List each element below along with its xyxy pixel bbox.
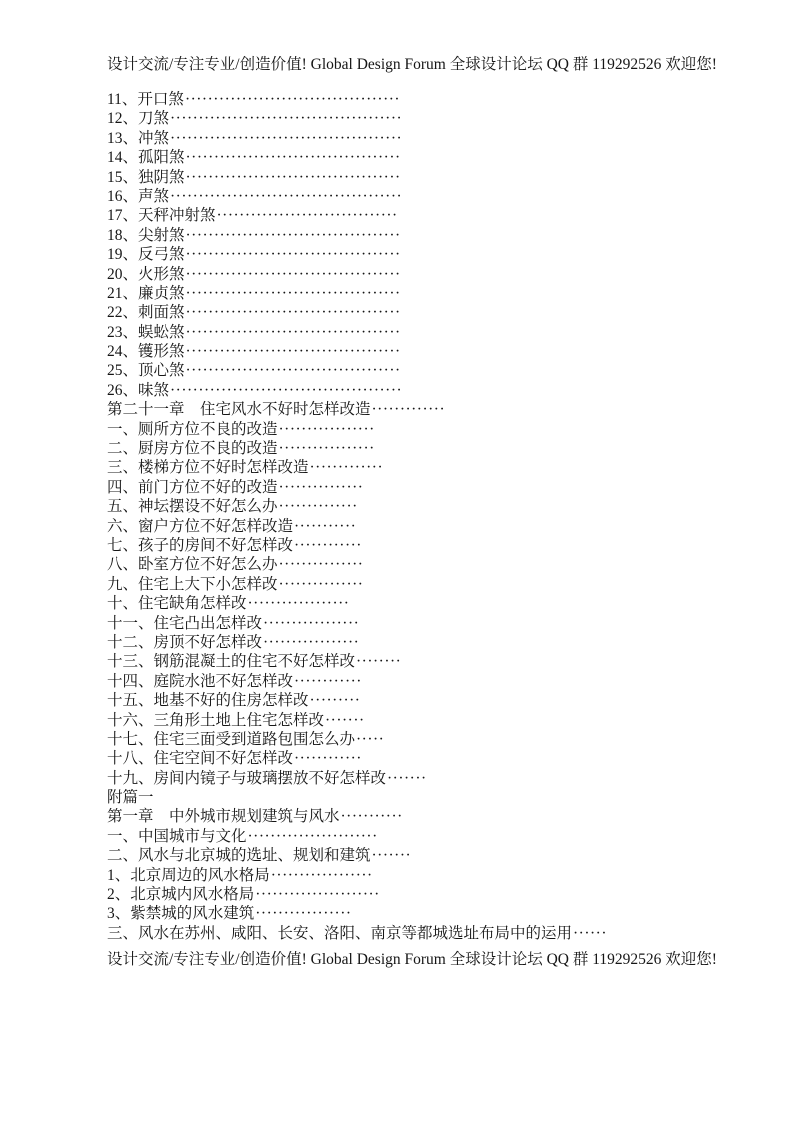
toc-line-label: 七、孩子的房间不好怎样改 <box>107 536 294 554</box>
toc-line <box>107 749 747 768</box>
toc-line <box>107 323 747 342</box>
toc-line-dots: ········································· <box>170 381 403 399</box>
toc-line-label: 26、味煞 <box>107 381 170 399</box>
toc-line <box>107 265 747 284</box>
toc-line-dots: ········· <box>309 692 361 710</box>
toc-line <box>107 807 747 826</box>
toc-line-label: 16、声煞 <box>107 187 170 205</box>
toc-line <box>107 303 747 322</box>
toc-line-dots: ········································· <box>170 110 403 128</box>
toc-line-dots: ················· <box>278 440 375 458</box>
toc-line-label: 二、厨房方位不良的改造 <box>107 440 278 458</box>
toc-line-label: 五、神坛摆设不好怎么办 <box>107 498 278 516</box>
toc-line-dots: ······································ <box>185 149 401 167</box>
toc-line-dots: ······································ <box>185 323 401 341</box>
toc-line-dots: ······································ <box>185 304 401 322</box>
toc-line <box>107 361 747 380</box>
toc-line-dots: ·················· <box>270 866 373 884</box>
toc-line-dots: ······· <box>387 769 427 787</box>
toc-line-label: 第二十一章 住宅风水不好时怎样改造 <box>107 401 371 419</box>
toc-line <box>107 245 747 264</box>
toc-line-dots: ······· <box>325 711 365 729</box>
toc-line-label: 九、住宅上大下小怎样改 <box>107 575 278 593</box>
toc-line <box>107 206 747 225</box>
toc-line <box>107 129 747 148</box>
toc-line-label: 19、反弓煞 <box>107 246 185 264</box>
toc-line-label: 24、镬形煞 <box>107 343 185 361</box>
toc-line-label: 十六、三角形土地上住宅怎样改 <box>107 711 325 729</box>
page-header: 设计交流/专注专业/创造价值! Global Design Forum 全球设计论坛 QQ 群 119292526 欢迎您! <box>107 56 717 73</box>
toc-line <box>107 400 747 419</box>
toc-line <box>107 458 747 477</box>
toc-line-label: 22、刺面煞 <box>107 304 185 322</box>
toc-line <box>107 575 747 594</box>
toc-line-dots: ······································ <box>185 284 401 302</box>
toc-line-label: 十三、钢筋混凝土的住宅不好怎样改 <box>107 653 356 671</box>
toc-line-label: 20、火形煞 <box>107 265 185 283</box>
toc-line-dots: ········································· <box>170 187 403 205</box>
toc-line-dots: ······ <box>573 924 607 942</box>
toc-line-label: 六、窗户方位不好怎样改造 <box>107 517 294 535</box>
toc-line-label: 十、住宅缺角怎样改 <box>107 595 247 613</box>
toc-line-label: 17、天秤冲射煞 <box>107 207 216 225</box>
toc-line-label: 十一、住宅凸出怎样改 <box>107 614 263 632</box>
toc-line-label: 四、前门方位不好的改造 <box>107 478 278 496</box>
toc-line-dots: ················· <box>263 614 360 632</box>
toc-line-label: 八、卧室方位不好怎么办 <box>107 556 278 574</box>
toc-line <box>107 536 747 555</box>
toc-line <box>107 381 747 400</box>
toc-line-dots: ······· <box>371 847 412 865</box>
toc-line <box>107 788 747 807</box>
toc-line-label: 十五、地基不好的住房怎样改 <box>107 692 309 710</box>
toc-line-dots: ······················· <box>247 827 378 845</box>
toc-line <box>107 109 747 128</box>
toc-line <box>107 691 747 710</box>
toc-line-label: 三、楼梯方位不好时怎样改造 <box>107 459 309 477</box>
toc-line-label: 附篇一 <box>107 789 154 807</box>
toc-line-label: 十八、住宅空间不好怎样改 <box>107 750 294 768</box>
toc-line-dots: ············ <box>294 536 362 554</box>
toc-line-dots: ······································ <box>185 168 401 186</box>
toc-line-label: 一、中国城市与文化 <box>107 827 247 845</box>
toc-line-label: 15、独阴煞 <box>107 168 185 186</box>
toc-line-dots: ··············· <box>278 575 364 593</box>
toc-line <box>107 420 747 439</box>
toc-line <box>107 885 747 904</box>
toc-line <box>107 284 747 303</box>
toc-line <box>107 730 747 749</box>
toc-line-label: 2、北京城内风水格局 <box>107 886 255 904</box>
toc-line-dots: ··············· <box>278 478 364 496</box>
page-footer: 设计交流/专注专业/创造价值! Global Design Forum 全球设计论坛 QQ 群 119292526 欢迎您! <box>107 951 717 968</box>
toc-line-label: 25、顶心煞 <box>107 362 185 380</box>
toc-line <box>107 924 747 943</box>
toc-line <box>107 652 747 671</box>
toc-line-dots: ············· <box>371 401 446 419</box>
toc-line-label: 三、风水在苏州、咸阳、长安、洛阳、南京等都城选址布局中的运用 <box>107 924 573 942</box>
toc-line-dots: ············· <box>309 459 384 477</box>
toc-line-dots: ································ <box>216 207 398 225</box>
toc-line <box>107 168 747 187</box>
toc-line <box>107 614 747 633</box>
toc-line-label: 12、刀煞 <box>107 110 170 128</box>
toc-line-label: 1、北京周边的风水格局 <box>107 866 270 884</box>
toc-line-label: 14、孤阳煞 <box>107 149 185 167</box>
toc-line-dots: ······················ <box>255 886 380 904</box>
toc-line-label: 二、风水与北京城的选址、规划和建筑 <box>107 847 371 865</box>
toc-line-label: 11、开口煞 <box>107 91 184 108</box>
toc-line-dots: ······································ <box>184 91 401 108</box>
toc-line-dots: ······································ <box>185 343 401 361</box>
toc-line <box>107 904 747 923</box>
toc-line-label: 18、尖射煞 <box>107 226 185 244</box>
toc-line-label: 第一章 中外城市规划建筑与风水 <box>107 808 340 826</box>
toc-line <box>107 187 747 206</box>
toc-line-label: 一、厕所方位不良的改造 <box>107 420 278 438</box>
toc-line-dots: ················· <box>278 420 375 438</box>
toc-line-dots: ·················· <box>247 595 350 613</box>
toc-line <box>107 342 747 361</box>
toc-line <box>107 769 747 788</box>
toc-line <box>107 226 747 245</box>
toc-line-label: 13、冲煞 <box>107 129 170 147</box>
toc-line-dots: ················· <box>255 905 352 923</box>
toc-line-dots: ······································ <box>185 265 401 283</box>
toc-line-dots: ··········· <box>340 808 403 826</box>
toc-line-dots: ········ <box>356 653 402 671</box>
toc-line <box>107 478 747 497</box>
toc-line-label: 21、廉贞煞 <box>107 284 185 302</box>
toc-line <box>107 90 747 109</box>
toc-line <box>107 672 747 691</box>
toc-line-dots: ······································ <box>185 362 401 380</box>
toc-line-label: 十七、住宅三面受到道路包围怎么办 <box>107 730 356 748</box>
toc-line <box>107 633 747 652</box>
toc-line <box>107 439 747 458</box>
toc-line-dots: ·············· <box>278 498 358 516</box>
toc-line-label: 十二、房顶不好怎样改 <box>107 633 263 651</box>
toc-line <box>107 594 747 613</box>
toc-line <box>107 866 747 885</box>
toc-line-label: 十九、房间内镜子与玻璃摆放不好怎样改 <box>107 769 387 787</box>
toc-line <box>107 846 747 865</box>
toc-line-label: 3、紫禁城的风水建筑 <box>107 905 255 923</box>
toc-line-dots: ··············· <box>278 556 364 574</box>
toc-line-dots: ············ <box>294 750 362 768</box>
toc-line <box>107 517 747 536</box>
toc-line <box>107 827 747 846</box>
toc-line <box>107 148 747 167</box>
toc-line-dots: ····· <box>356 730 385 748</box>
toc-line-label: 十四、庭院水池不好怎样改 <box>107 672 294 690</box>
toc-line <box>107 555 747 574</box>
toc-line-dots: ················· <box>263 633 360 651</box>
toc-line-dots: ······································ <box>185 246 401 264</box>
toc-line-dots: ············ <box>294 672 362 690</box>
toc-line <box>107 497 747 516</box>
toc-line-dots: ······································ <box>185 226 401 244</box>
toc-line-label: 23、蜈蚣煞 <box>107 323 185 341</box>
toc-line-dots: ········································· <box>170 129 403 147</box>
toc-line <box>107 711 747 730</box>
toc-list <box>107 90 747 943</box>
toc-line-dots: ··········· <box>294 517 357 535</box>
